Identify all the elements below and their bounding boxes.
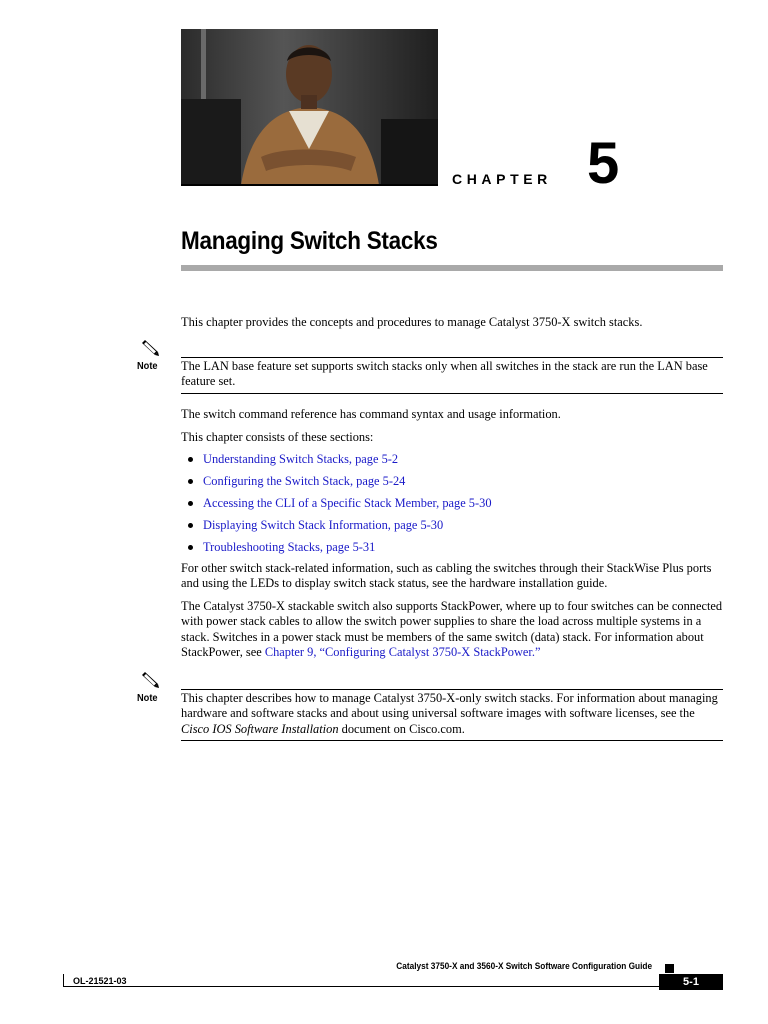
note-text [181, 691, 723, 737]
note-label: Note [137, 692, 158, 704]
section-list [181, 452, 723, 562]
section-link[interactable]: Troubleshooting Stacks, page 5-31 [203, 540, 376, 554]
title-rule [181, 265, 723, 271]
chapter-rule [181, 184, 438, 186]
note-text: The LAN base feature set supports switch stacks only when all switches in the stack are run the LAN base feature set. [181, 359, 708, 389]
stackpower-chapter-link[interactable]: Chapter 9, “Configuring Catalyst 3750-X StackPower.” [264, 645, 541, 660]
note-text-start: This chapter describes how to manage Catalyst 3750-X-only switch stacks. For information about managing hardware and software stacks and about using universal software images with software licenses, see the [181, 691, 718, 721]
note-label: Note [137, 360, 158, 372]
chapter-photo [181, 29, 438, 185]
list-item [181, 474, 723, 496]
footer-guide-title: Catalyst 3750-X and 3560-X Switch Software Configuration Guide [396, 961, 652, 971]
section-link[interactable]: Understanding Switch Stacks, page 5-2 [203, 452, 399, 466]
note-rule-bottom [181, 740, 723, 741]
chapter-number: 5 [587, 131, 620, 196]
intro-paragraph: This chapter provides the concepts and procedures to manage Catalyst 3750-X switch stacks. [181, 315, 643, 329]
doc-title: Cisco IOS Software Installation [181, 721, 339, 736]
note-text-end: document on Cisco.com. [338, 721, 465, 736]
page-title: Managing Switch Stacks [181, 227, 438, 255]
page-number: 5-1 [659, 974, 723, 990]
pencil-icon [140, 671, 160, 689]
sections-intro: This chapter consists of these sections: [181, 430, 374, 444]
list-item [181, 540, 723, 562]
stackpower-paragraph [181, 599, 723, 661]
footer-mark [665, 964, 674, 973]
stackpower-text: The Catalyst 3750-X stackable switch also supports StackPower, where up to four switches can be connected with power stack cables to allow the switch power supplies to share the load across multiple systems in a stack. Switches in a power stack must be members of the same switch (data) stack. For information about StackPower, see [181, 599, 723, 660]
list-item [181, 518, 723, 540]
list-item [181, 452, 723, 474]
section-link[interactable]: Accessing the CLI of a Specific Stack Member, page 5-30 [203, 496, 492, 510]
note-rule-bottom [181, 393, 723, 394]
footer-rule [63, 986, 659, 987]
footer-doc-code: OL-21521-03 [73, 976, 127, 986]
note-rule-top [181, 357, 723, 358]
other-info-paragraph: For other switch stack-related information, such as cabling the switches through their StackWise Plus ports and using the LEDs to display switch stack status, see the hardware installation guide. [181, 561, 712, 591]
reference-paragraph: The switch command reference has command syntax and usage information. [181, 407, 561, 421]
chapter-label: CHAPTER [452, 171, 552, 187]
section-link[interactable]: Configuring the Switch Stack, page 5-24 [203, 474, 406, 488]
pencil-icon [140, 339, 160, 357]
list-item [181, 496, 723, 518]
note-rule-top [181, 689, 723, 690]
section-link[interactable]: Displaying Switch Stack Information, page 5-30 [203, 518, 444, 532]
footer-tick [63, 974, 64, 986]
